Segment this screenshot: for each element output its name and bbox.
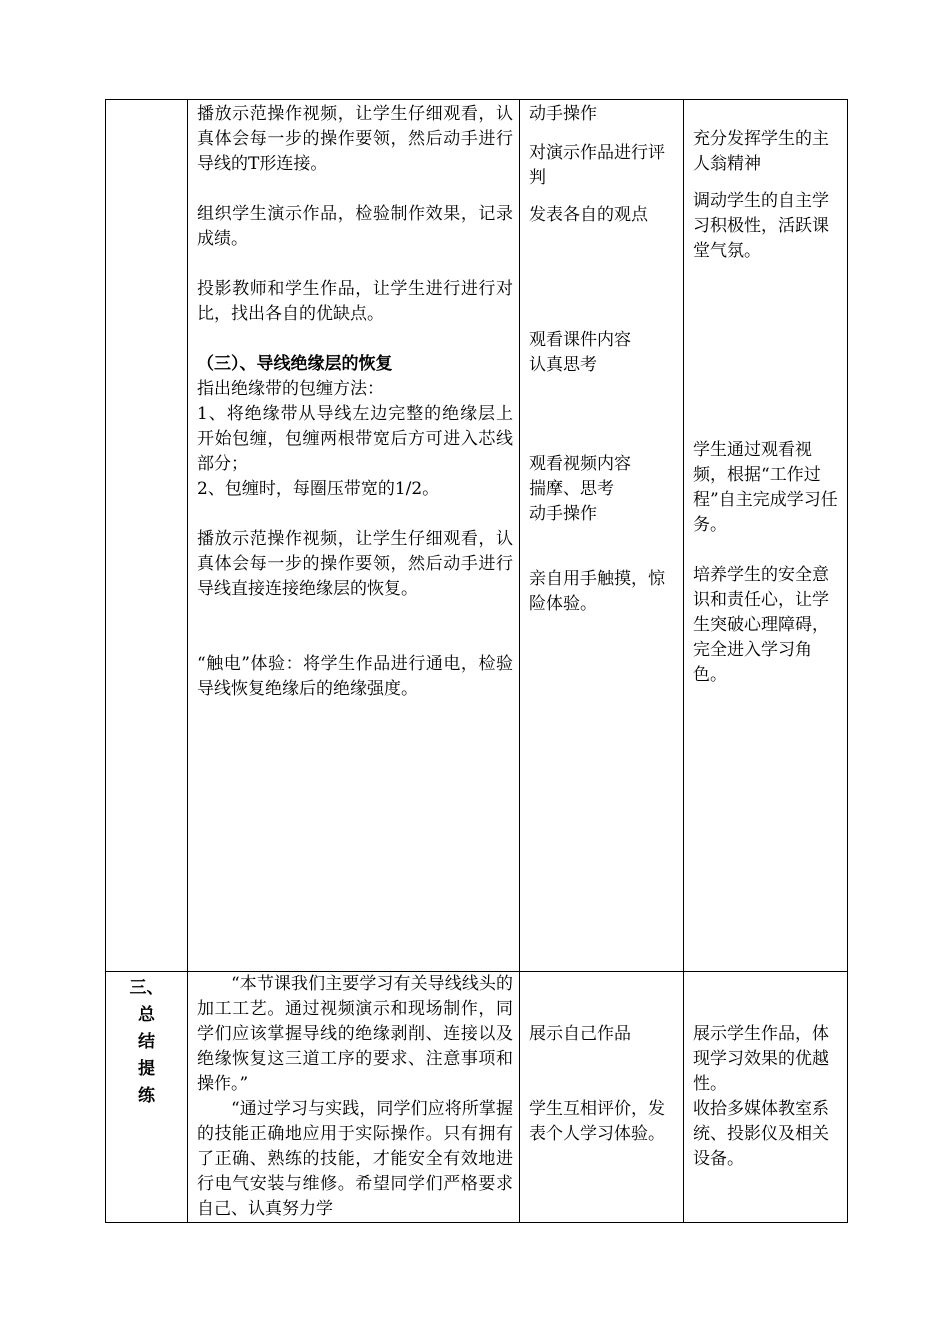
student-item: 动手操作 <box>529 504 597 524</box>
student-item: 观看课件内容 <box>529 330 631 350</box>
stage-cell <box>106 100 188 972</box>
student-activity-cell <box>520 100 684 972</box>
student-activity-cell <box>520 972 684 1223</box>
intent-item: 调动学生的自主学习积极性，活跃课堂气氛。 <box>693 191 829 261</box>
student-item: 学生互相评价，发表个人学习体验。 <box>529 1099 665 1144</box>
teacher-paragraph: 2、包缠时，每圈压带宽的1/2。 <box>197 479 440 499</box>
intent-item: 收拾多媒体教室系统、投影仪及相关设备。 <box>693 1099 829 1169</box>
teacher-paragraph: 播放示范操作视频，让学生仔细观看，认真体会每一步的操作要领，然后动手进行导线直接连接绝缘层的恢复。 <box>197 529 513 599</box>
stage-label: 三、 <box>129 978 164 998</box>
student-item: 发表各自的观点 <box>529 205 648 225</box>
stage-cell <box>106 972 188 1223</box>
teacher-paragraph: “本节课我们主要学习有关导线线头的加工工艺。通过视频演示和现场制作，同学们应该掌握导线的绝缘剥削、连接以及绝缘恢复这三道工序的要求、注意事项和操作。” <box>197 974 513 1094</box>
student-item: 亲自用手触摸，惊险体验。 <box>529 569 665 614</box>
intent-item: 充分发挥学生的主人翁精神 <box>693 129 829 174</box>
student-item: 观看视频内容 <box>529 454 631 474</box>
design-intent-cell <box>684 972 848 1223</box>
stage-label: 总 <box>138 1005 155 1025</box>
table-row <box>106 972 848 1223</box>
teacher-paragraph: “触电”体验：将学生作品进行通电，检验导线恢复绝缘后的绝缘强度。 <box>197 654 513 699</box>
intent-item: 培养学生的安全意识和责任心，让学生突破心理障碍，完全进入学习角色。 <box>693 565 829 685</box>
stage-label: 提 <box>138 1059 155 1079</box>
student-item: 对演示作品进行评判 <box>529 143 665 188</box>
teacher-paragraph: 组织学生演示作品，检验制作效果，记录成绩。 <box>197 204 513 249</box>
intent-item: 学生通过观看视频，根据“工作过程”自主完成学习任务。 <box>693 440 838 535</box>
section-heading: （三）、导线绝缘层的恢复 <box>197 354 393 374</box>
teacher-paragraph: 播放示范操作视频，让学生仔细观看，认真体会每一步的操作要领，然后动手进行导线的T形连接。 <box>197 104 513 174</box>
teacher-activity-cell <box>188 100 520 972</box>
student-item: 认真思考 <box>529 355 597 375</box>
table-row <box>106 100 848 972</box>
design-intent-cell <box>684 100 848 972</box>
lesson-plan-table <box>105 99 848 1223</box>
teacher-activity-cell <box>188 972 520 1223</box>
intent-item: 展示学生作品，体现学习效果的优越性。 <box>693 1024 829 1094</box>
stage-label: 练 <box>138 1086 155 1106</box>
student-item: 动手操作 <box>529 104 597 124</box>
student-item: 展示自己作品 <box>529 1024 631 1044</box>
teacher-paragraph: 投影教师和学生作品，让学生进行进行对比，找出各自的优缺点。 <box>197 279 513 324</box>
teacher-paragraph: 1、将绝缘带从导线左边完整的绝缘层上开始包缠，包缠两根带宽后方可进入芯线部分； <box>197 404 513 474</box>
teacher-paragraph: 指出绝缘带的包缠方法： <box>197 379 384 399</box>
stage-label: 结 <box>138 1032 155 1052</box>
student-item: 揣摩、思考 <box>529 479 614 499</box>
teacher-paragraph: “通过学习与实践，同学们应将所掌握的技能正确地应用于实际操作。只有拥有了正确、熟练的技能，才能安全有效地进行电气安装与维修。希望同学们严格要求自己、认真努力学 <box>197 1099 513 1219</box>
